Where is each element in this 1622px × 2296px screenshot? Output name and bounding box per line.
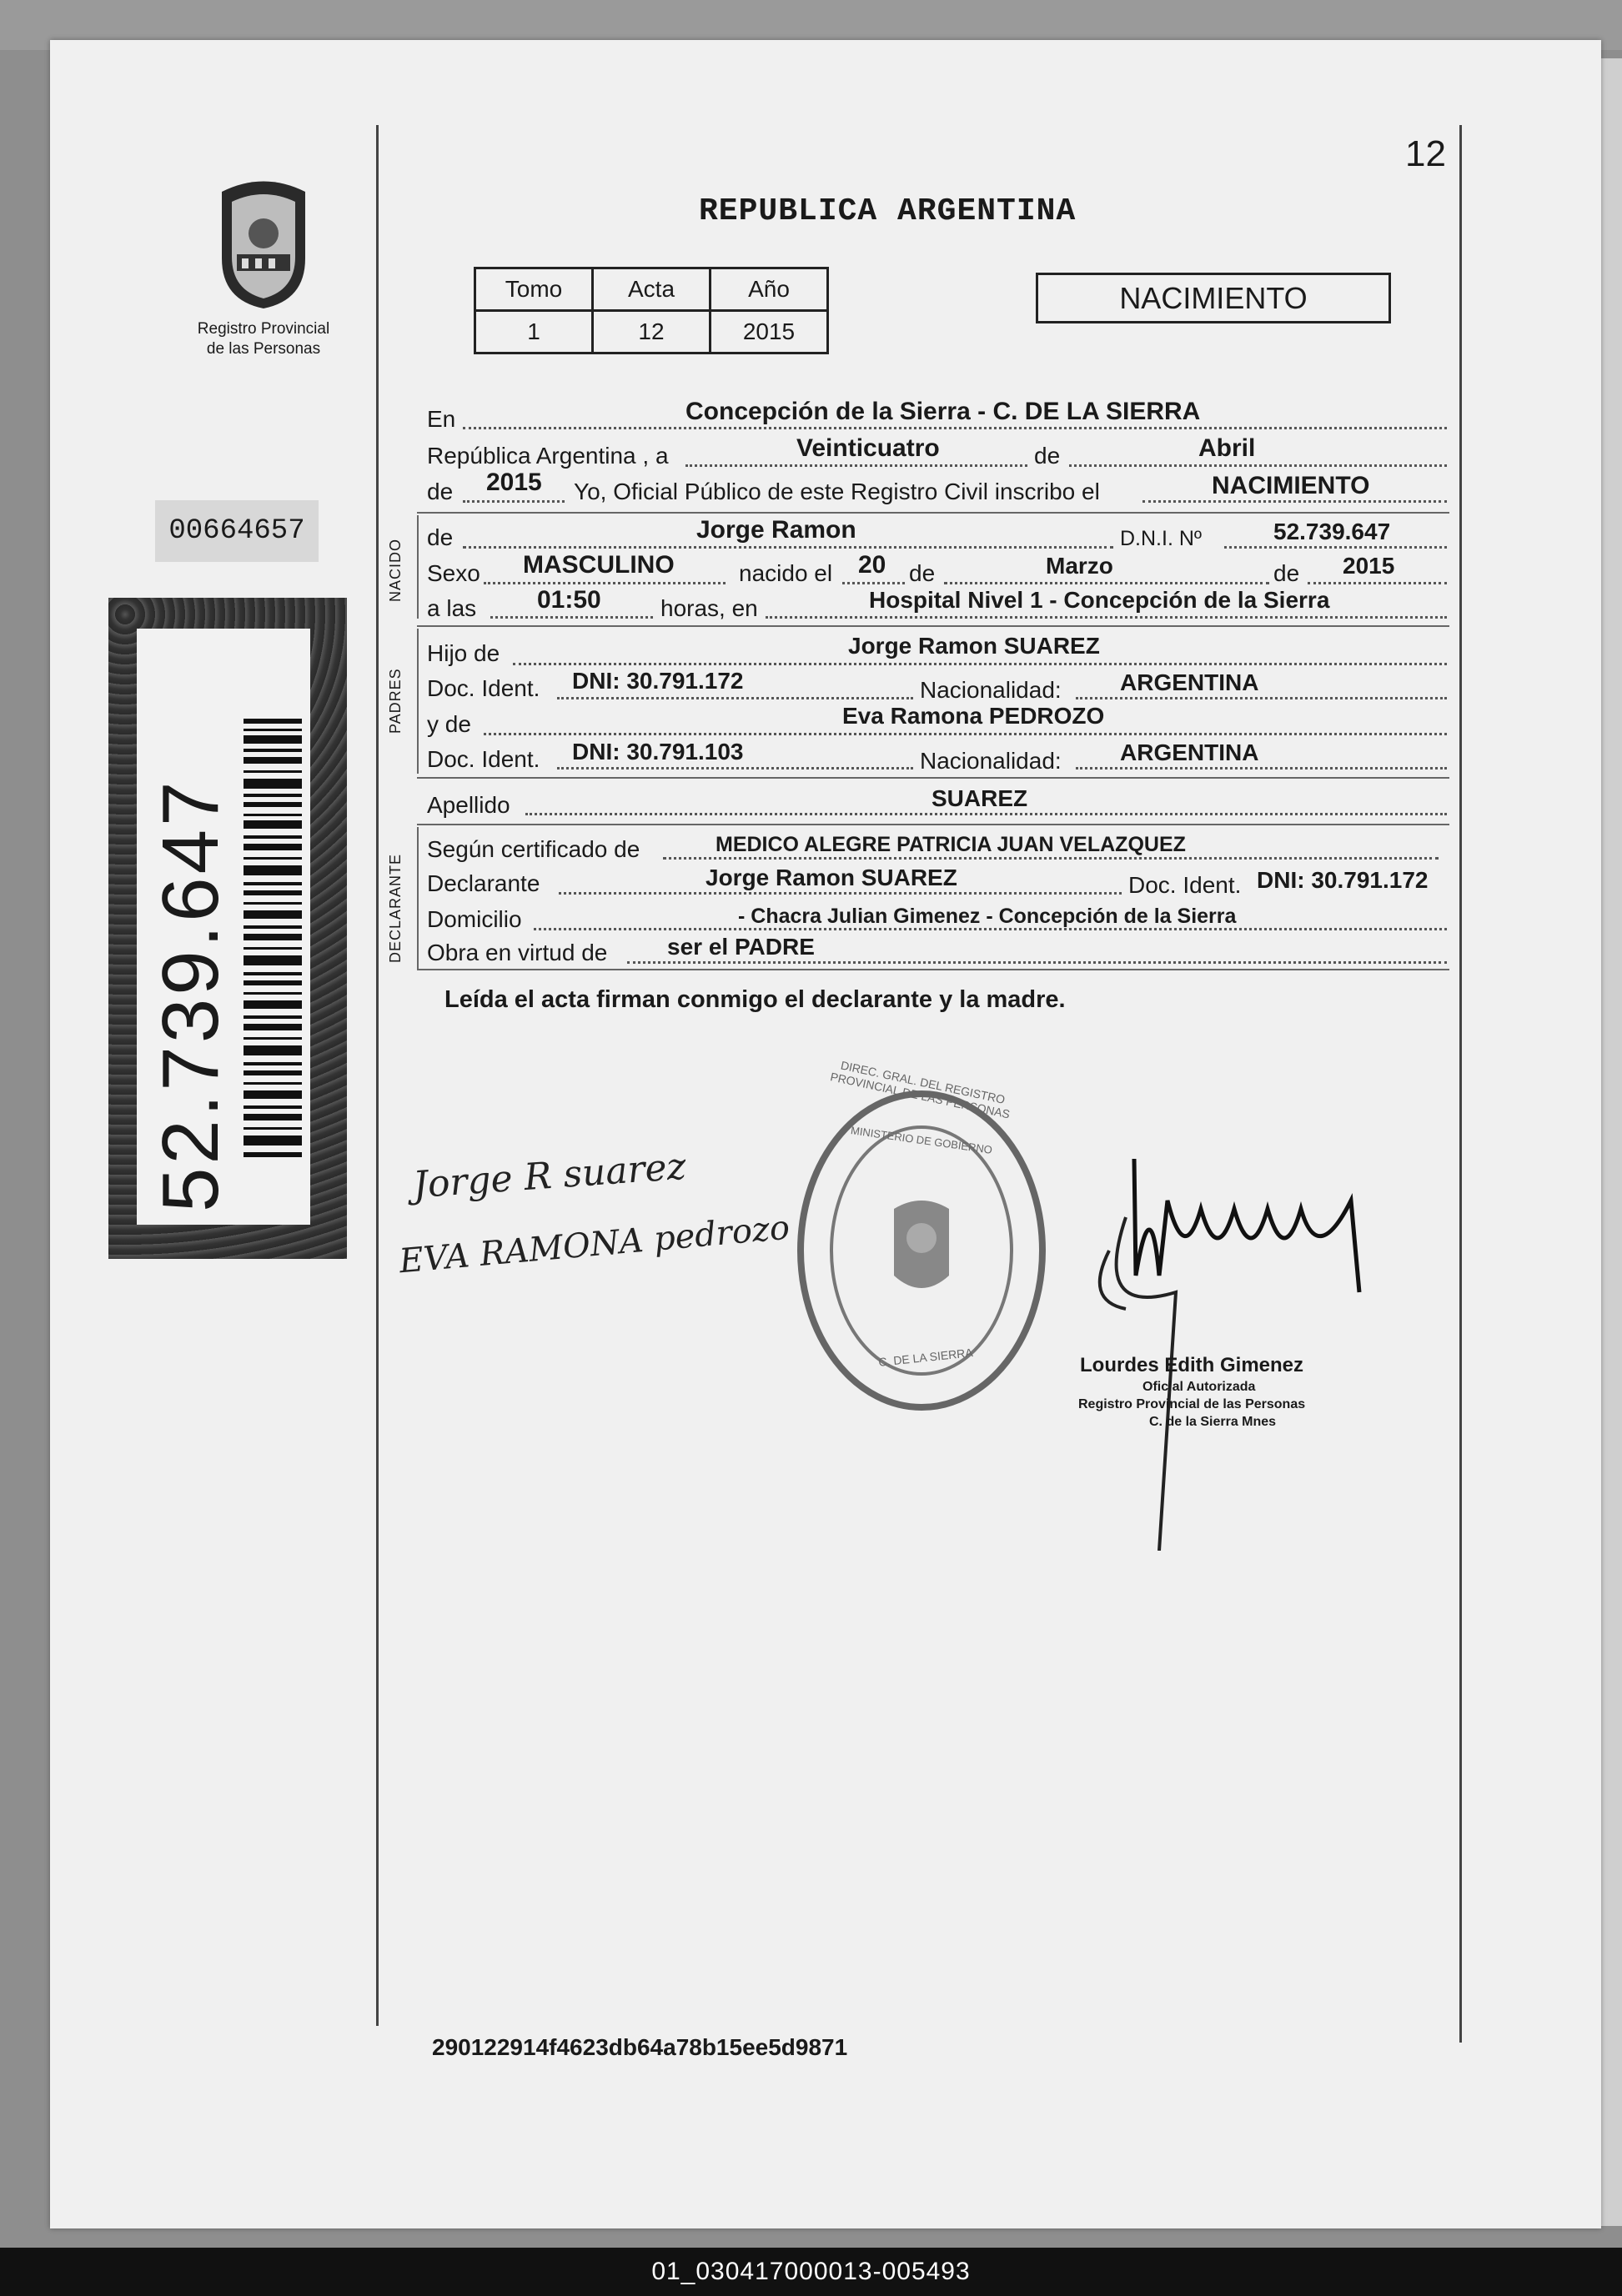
file-id: 01_030417000013-005493	[651, 2258, 971, 2285]
value-birth-place: Hospital Nivel 1 - Concepción de la Sierra	[869, 587, 1330, 613]
label-horas-en: horas, en	[660, 595, 758, 621]
value-child-name: Jorge Ramon	[696, 516, 856, 544]
value-birth-time: 01:50	[537, 586, 601, 614]
officer-name: Lourdes Edith Gimenez	[1080, 1354, 1304, 1376]
label-nacionalidad-father: Nacionalidad:	[920, 677, 1062, 703]
value-mother-nationality: ARGENTINA	[1120, 739, 1259, 765]
registry-caption-line1: Registro Provincial	[197, 320, 330, 338]
dots-line	[525, 813, 1447, 815]
barcode-label	[137, 629, 310, 1225]
declarant-signature: Jorge R suarez	[411, 1145, 688, 1207]
value-by-virtue-of: ser el PADRE	[667, 934, 815, 960]
officer-signature-icon	[1076, 1151, 1376, 1551]
dots-line	[1076, 767, 1447, 770]
barcode-icon	[244, 719, 302, 1161]
label-a-las: a las	[427, 595, 477, 621]
label-segun-certificado: Según certificado de	[427, 836, 640, 862]
barcode-sticker	[108, 598, 347, 1259]
record-value-tomo: 1	[475, 311, 593, 353]
record-type-box: NACIMIENTO	[1036, 273, 1391, 323]
record-table	[474, 267, 829, 354]
dots-line	[463, 427, 1447, 429]
label-de-month: de	[909, 560, 936, 586]
value-father-nationality: ARGENTINA	[1120, 669, 1259, 695]
dots-line	[685, 464, 1027, 467]
dots-line	[663, 857, 1439, 860]
value-mother-name: Eva Ramona PEDROZO	[842, 703, 1105, 729]
value-child-dni: 52.739.647	[1273, 519, 1391, 544]
value-sex: MASCULINO	[523, 551, 675, 579]
dots-line	[1308, 582, 1447, 584]
label-nacido-el: nacido el	[739, 560, 833, 586]
dots-line	[557, 697, 913, 699]
value-registration-type: NACIMIENTO	[1212, 472, 1370, 499]
officer-title: Oficial Autorizada	[1142, 1380, 1256, 1394]
section-label-padres: PADRES	[387, 668, 404, 734]
label-yo-oficial: Yo, Oficial Público de este Registro Civil inscribo el	[574, 479, 1100, 504]
section-bar	[417, 827, 419, 969]
section-divider	[417, 625, 1449, 627]
section-divider	[417, 777, 1449, 779]
barcode-number: 52.739.647	[146, 778, 235, 1212]
value-surname: SUAREZ	[932, 785, 1028, 811]
section-label-nacido: NACIDO	[387, 538, 404, 602]
value-birth-month: Marzo	[1046, 553, 1113, 579]
record-header-acta: Acta	[593, 268, 711, 311]
label-y-de: y de	[427, 711, 471, 737]
dots-line	[559, 892, 1122, 895]
left-margin-line	[376, 125, 379, 2026]
provincial-seal-icon	[205, 175, 322, 313]
dots-line	[463, 500, 565, 503]
dots-line	[513, 663, 1447, 665]
record-value-ano: 2015	[711, 311, 828, 353]
label-obra-en-virtud: Obra en virtud de	[427, 940, 608, 965]
section-divider	[417, 512, 1449, 514]
value-declarant-name: Jorge Ramon SUAREZ	[706, 865, 957, 890]
mother-signature: EVA RAMONA pedrozo	[397, 1208, 791, 1281]
dots-line	[1142, 500, 1447, 503]
dots-line	[842, 582, 905, 584]
registry-caption-line2: de las Personas	[206, 340, 321, 358]
value-certificate-by: MEDICO ALEGRE PATRICIA JUAN VELAZQUEZ	[716, 833, 1186, 856]
label-doc-ident-mother: Doc. Ident.	[427, 746, 540, 772]
record-value-acta: 12	[593, 311, 711, 353]
label-en: En	[427, 406, 456, 432]
section-bar	[417, 515, 419, 619]
stamp-text-outer: DIREC. GRAL. DEL REGISTRO PROVINCIAL DE LAS PERSONAS	[829, 1058, 1012, 1121]
label-hijo-de: Hijo de	[427, 640, 500, 666]
value-year: 2015	[486, 469, 542, 496]
dots-line	[627, 961, 1447, 964]
label-republica: República Argentina , a	[427, 443, 669, 469]
label-dni-no: D.N.I. Nº	[1120, 527, 1203, 550]
page-number: 12	[1405, 133, 1446, 174]
dots-line	[484, 582, 726, 584]
document-hash: 290122914f4623db64a78b15ee5d9871	[432, 2034, 848, 2060]
label-domicilio: Domicilio	[427, 906, 522, 932]
label-de-year: de	[427, 479, 454, 504]
right-margin-line	[1459, 125, 1462, 2043]
stamp-text-bottom: C. DE LA SIERRA	[877, 1346, 974, 1369]
dots-line	[557, 767, 913, 770]
dots-line	[944, 582, 1269, 584]
label-apellido: Apellido	[427, 792, 510, 818]
label-nacionalidad-mother: Nacionalidad:	[920, 748, 1062, 774]
label-de-year2: de	[1273, 560, 1300, 586]
dots-line	[484, 733, 1447, 735]
document-title: REPUBLICA ARGENTINA	[699, 193, 1077, 229]
dots-line	[1069, 464, 1447, 467]
value-birth-day: 20	[858, 551, 886, 579]
dots-line	[766, 616, 1447, 619]
dots-line	[490, 616, 653, 619]
label-doc-ident-father: Doc. Ident.	[427, 675, 540, 701]
section-divider	[417, 824, 1449, 825]
file-id-bar	[0, 2248, 1622, 2296]
value-address: - Chacra Julian Gimenez - Concepción de la Sierra	[738, 905, 1237, 928]
value-father-name: Jorge Ramon SUAREZ	[848, 633, 1100, 659]
value-place: Concepción de la Sierra - C. DE LA SIERRA	[685, 398, 1201, 425]
dots-line	[1224, 546, 1447, 549]
dots-line	[463, 546, 1113, 549]
section-bar	[417, 629, 419, 774]
value-father-doc: DNI: 30.791.172	[572, 668, 744, 694]
value-month: Abril	[1198, 434, 1256, 462]
dots-line	[1076, 697, 1447, 699]
value-mother-doc: DNI: 30.791.103	[572, 739, 744, 764]
label-de: de	[1034, 443, 1061, 469]
value-declarant-doc: DNI: 30.791.172	[1257, 867, 1429, 893]
label-sexo: Sexo	[427, 560, 480, 586]
label-de-name: de	[427, 524, 454, 550]
officer-location: C. de la Sierra Mnes	[1149, 1415, 1277, 1429]
record-header-tomo: Tomo	[475, 268, 593, 311]
label-doc-ident-declarant: Doc. Ident.	[1128, 872, 1242, 898]
officer-registry: Registro Provincial de las Personas	[1078, 1397, 1306, 1411]
section-label-declarante: DECLARANTE	[387, 853, 404, 963]
closing-text: Leída el acta firman conmigo el declarante y la madre.	[444, 986, 1066, 1013]
section-divider	[417, 969, 1449, 970]
label-declarante: Declarante	[427, 870, 540, 896]
serial-number: 00664657	[155, 500, 319, 562]
record-header-ano: Año	[711, 268, 828, 311]
stamp-text-inner: MINISTERIO DE GOBIERNO	[850, 1124, 993, 1156]
value-day-words: Veinticuatro	[796, 434, 940, 462]
value-birth-year: 2015	[1343, 553, 1395, 579]
